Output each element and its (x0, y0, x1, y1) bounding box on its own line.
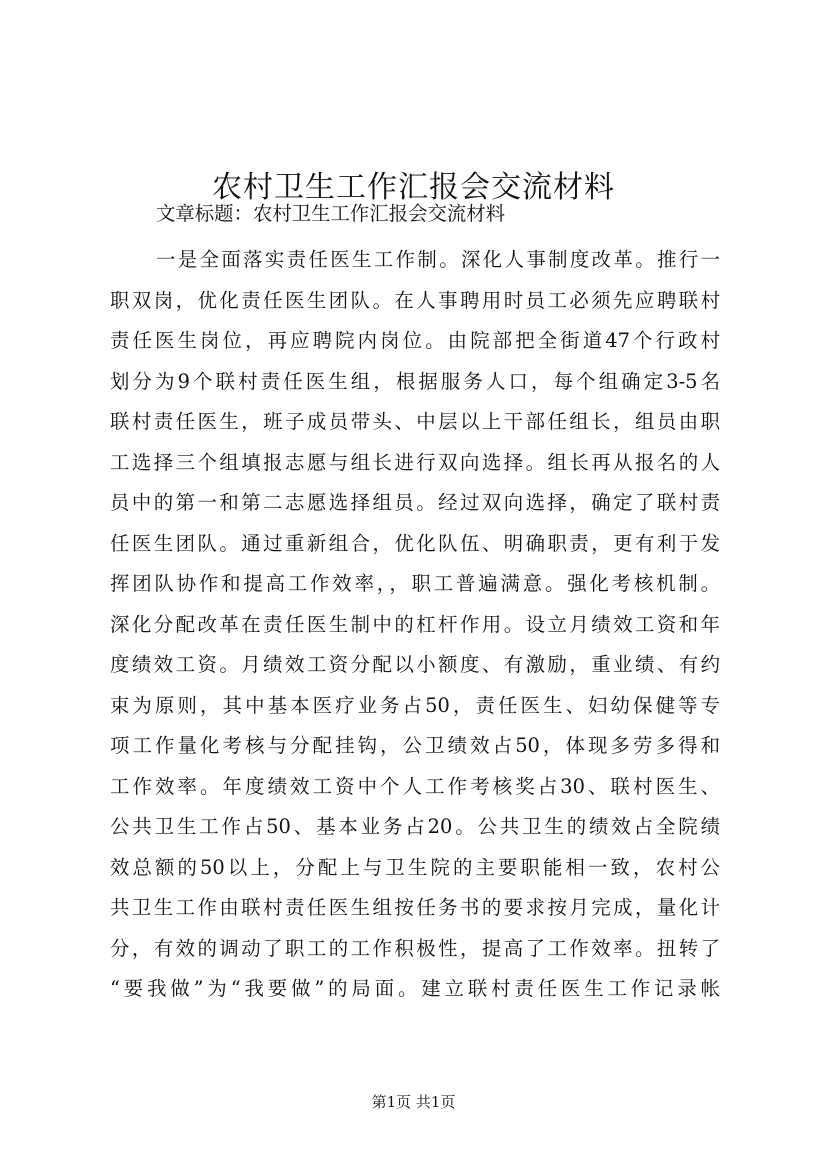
paragraph-line: “要我做”为“我要做”的局面。建立联村责任医生工作记录帐 (110, 977, 720, 1000)
paragraph-line: 划分为9个联村责任医生组，根据服务人口，每个组确定3-5名 (110, 369, 720, 393)
paragraph-line: 责任医生岗位，再应聘院内岗位。由院部把全街道47个行政村 (110, 329, 720, 352)
paragraph-line: 公共卫生工作占50、基本业务占20。公共卫生的绩效占全院绩 (110, 815, 720, 838)
paragraph-line: 深化分配改革在责任医生制中的杠杆作用。设立月绩效工资和年 (110, 612, 720, 636)
document-title: 农村卫生工作汇报会交流材料 (212, 170, 615, 206)
paragraph-line: 分，有效的调动了职工的工作积极性，提高了工作效率。扭转了 (110, 936, 720, 960)
paragraph-line: 度绩效工资。月绩效工资分配以小额度、有激励，重业绩、有约 (110, 653, 720, 676)
document-body (110, 240, 720, 1010)
paragraph-line: 效总额的50以上，分配上与卫生院的主要职能相一致，农村公 (110, 855, 720, 879)
paragraph-line: 项工作量化考核与分配挂钩，公卫绩效占50，体现多劳多得和 (110, 734, 720, 757)
article-subtitle: 文章标题：农村卫生工作汇报会交流材料 (156, 202, 506, 225)
paragraph-line: 共卫生工作由联村责任医生组按任务书的要求按月完成，量化计 (110, 896, 720, 919)
paragraph-line: 工作效率。年度绩效工资中个人工作考核奖占30、联村医生、 (110, 774, 720, 798)
paragraph-line: 束为原则，其中基本医疗业务占50，责任医生、妇幼保健等专 (110, 693, 720, 717)
paragraph-line: 挥团队协作和提高工作效率，，职工普遍满意。强化考核机制。 (110, 572, 720, 595)
paragraph-line: 一是全面落实责任医生工作制。深化人事制度改革。推行一 (156, 248, 720, 271)
page-number-footer: 第1页 共1页 (371, 1093, 456, 1111)
paragraph-line: 工选择三个组填报志愿与组长进行双向选择。组长再从报名的人 (110, 450, 720, 474)
paragraph-line: 员中的第一和第二志愿选择组员。经过双向选择，确定了联村责 (110, 491, 720, 514)
paragraph-line: 任医生团队。通过重新组合，优化队伍、明确职责，更有利于发 (110, 531, 720, 555)
paragraph-line: 职双岗，优化责任医生团队。在人事聘用时员工必须先应聘联村 (110, 288, 720, 312)
paragraph-line: 联村责任医生，班子成员带头、中层以上干部任组长，组员由职 (110, 410, 720, 433)
